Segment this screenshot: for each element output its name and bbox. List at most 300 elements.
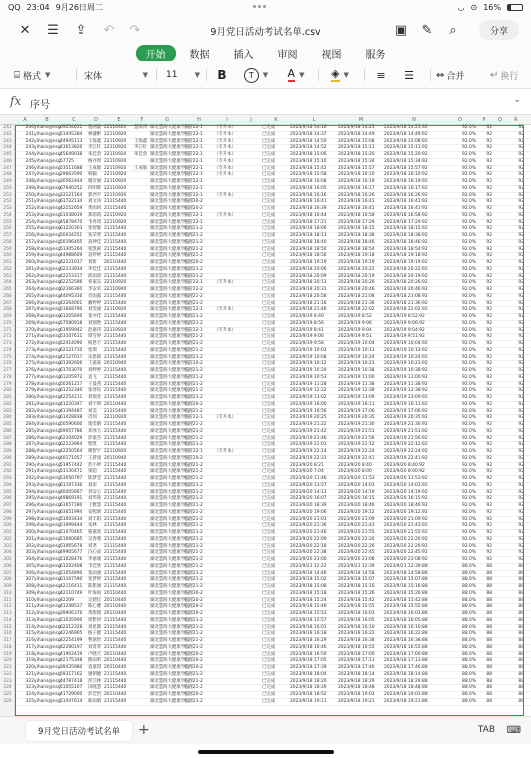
cell-p[interactable]: 92	[486, 503, 492, 508]
cell-e[interactable]: 21115440	[104, 320, 127, 326]
cell-p[interactable]: 92	[486, 422, 492, 427]
cell-a[interactable]: 255	[25, 226, 34, 232]
cell-e[interactable]: 22110940	[104, 287, 127, 292]
table-row[interactable]	[0, 402, 531, 409]
cell-d[interactable]: 黄雨珂	[88, 206, 102, 211]
cell-r[interactable]: 92	[518, 131, 524, 137]
cell-h[interactable]: 心理20-2	[184, 651, 203, 657]
cell-k[interactable]: 已完成	[262, 347, 276, 353]
cell-g[interactable]: 湖北慧海大健康学院	[150, 212, 190, 218]
cell-h[interactable]: 心理21-2	[184, 489, 203, 495]
cell-l[interactable]: 2023/9/18 20:58	[290, 293, 327, 299]
cell-a[interactable]: 250	[25, 192, 34, 198]
cell-p[interactable]: 88	[486, 631, 492, 637]
cell-l[interactable]: 2023/9/19 22:01	[290, 442, 327, 448]
cell-m[interactable]: 2023/9/20 14:19	[338, 489, 375, 495]
cell-b[interactable]: yihans@nsg	[34, 476, 61, 481]
cell-d[interactable]: 彭小婷	[88, 462, 102, 468]
cell-o[interactable]: 92.0%	[462, 206, 476, 211]
cell-o[interactable]: 92.0%	[462, 199, 476, 205]
cell-p[interactable]: 92	[486, 192, 492, 198]
cell-o[interactable]: 92.0%	[462, 273, 476, 279]
cell-e[interactable]: 20110440	[104, 401, 127, 407]
cell-l[interactable]: 2023/9/20 11:46	[290, 476, 327, 481]
cell-c[interactable]: 51028476	[60, 557, 83, 562]
cell-b[interactable]: yihans@nsg	[34, 172, 61, 178]
cell-m[interactable]: 2023/9/18 20:19	[338, 273, 375, 279]
cell-c[interactable]: 49905677	[60, 550, 83, 556]
cell-i[interactable]: （专升本）	[214, 131, 236, 137]
cell-p[interactable]: 88	[486, 658, 492, 664]
cell-e[interactable]: 21115440	[104, 570, 127, 576]
cell-e[interactable]: 21115440	[104, 482, 127, 488]
cell-m[interactable]: 2023/9/18 15:42	[338, 597, 375, 603]
cell-c[interactable]: 41248537	[60, 604, 83, 610]
cell-b[interactable]: yihans@nsg	[34, 138, 61, 144]
cell-r[interactable]: 92	[518, 314, 524, 319]
cell-r[interactable]: 92	[518, 206, 524, 211]
cell-d[interactable]: 李安禾	[88, 287, 102, 292]
table-row[interactable]	[0, 334, 531, 341]
cell-k[interactable]: 已完成	[262, 422, 276, 427]
cell-r[interactable]: 88	[518, 651, 524, 657]
cell-p[interactable]: 92	[486, 469, 492, 475]
cell-h[interactable]: 心理21-2	[184, 624, 203, 630]
cell-c[interactable]: 50590600	[60, 422, 83, 427]
cell-r[interactable]: 88	[518, 597, 524, 603]
cell-n[interactable]: 2023/9/19 10:24:92	[384, 354, 428, 360]
cell-n[interactable]: 2023/9/18 20:26:92	[384, 280, 428, 286]
cell-r[interactable]: 92	[518, 273, 524, 279]
cell-l[interactable]: 2023/9/19 10:29	[290, 368, 327, 373]
cell-b[interactable]: yihans@nsg	[34, 199, 61, 205]
cell-n[interactable]: 2023/9/18 19:18:92	[384, 253, 428, 259]
cell-g[interactable]: 湖北慧海大健康学院	[150, 590, 190, 596]
cell-m[interactable]: 2023/9/20 23:08	[338, 557, 375, 562]
cell-d[interactable]: 刘尧	[88, 543, 97, 549]
row-number[interactable]: 248	[3, 172, 12, 178]
cell-l[interactable]: 2023/9/18 18:04	[290, 671, 327, 677]
cell-p[interactable]: 92	[486, 462, 492, 468]
cell-g[interactable]: 湖北慧海大健康学院	[150, 374, 190, 380]
cell-e[interactable]: 21115440	[104, 199, 127, 205]
row-number[interactable]: 277	[3, 368, 12, 373]
cell-r[interactable]: 92	[518, 334, 524, 340]
cell-a[interactable]: 295	[25, 496, 34, 502]
cell-r[interactable]: 92	[518, 239, 524, 245]
row-number[interactable]: 316	[3, 631, 12, 637]
cell-n[interactable]: 2023/9/18 15:08:92	[384, 138, 428, 144]
cell-p[interactable]: 92	[486, 536, 492, 542]
cell-o[interactable]: 92.0%	[462, 327, 476, 333]
font-name-select[interactable]	[84, 66, 148, 84]
cell-e[interactable]: 22110920	[104, 280, 127, 286]
cell-o[interactable]: 92.0%	[462, 246, 476, 252]
cell-e[interactable]: 21115440	[104, 442, 127, 448]
cell-c[interactable]: 42127017	[60, 354, 83, 360]
cell-p[interactable]: 88	[486, 563, 492, 569]
cell-n[interactable]: 2023/9/18 16:03:88	[384, 611, 428, 616]
cell-b[interactable]: yihans@nsg	[34, 300, 61, 306]
cell-l[interactable]: 2023/9/19 13:02	[290, 395, 327, 400]
cell-n[interactable]: 2023/9/20 14:19:92	[384, 489, 428, 495]
cell-o[interactable]: 92.0%	[462, 354, 476, 360]
cell-c[interactable]: 61205972	[60, 374, 83, 380]
cell-d[interactable]: 吴春燕	[88, 536, 102, 542]
cell-d[interactable]: 彭佳怡	[88, 692, 102, 697]
cell-n[interactable]: 2023/9/18 15:26:88	[384, 590, 428, 596]
cell-a[interactable]: 288	[25, 449, 34, 454]
cell-c[interactable]: 29663590	[60, 172, 83, 178]
cell-r[interactable]: 88	[518, 570, 524, 576]
cell-i[interactable]: （专升本）	[214, 152, 236, 157]
cell-n[interactable]: 2023/9/18 17:00:88	[384, 651, 428, 657]
cell-d[interactable]: 张梦婷	[88, 577, 102, 583]
cell-h[interactable]: 心理21-2	[184, 584, 203, 589]
cell-o[interactable]: 92.0%	[462, 449, 476, 454]
cell-b[interactable]: yihans@nsg	[34, 692, 61, 697]
row-number[interactable]: 267	[3, 300, 12, 306]
cell-k[interactable]: 已完成	[262, 482, 276, 488]
table-row[interactable]	[0, 523, 531, 530]
cell-g[interactable]: 湖北慧海大健康学院	[150, 496, 190, 502]
row-number[interactable]: 244	[3, 145, 12, 151]
cell-k[interactable]: 已完成	[262, 233, 276, 238]
cell-m[interactable]: 2023/9/19 22:41	[338, 455, 375, 461]
cell-e[interactable]: 21115440	[104, 631, 127, 637]
cell-h[interactable]: 心理21-2	[184, 530, 203, 535]
cell-b[interactable]: yihans@nsg	[34, 239, 61, 245]
table-row[interactable]	[0, 618, 531, 625]
cell-o[interactable]: 88.0%	[462, 685, 476, 691]
cell-a[interactable]: 260	[25, 260, 34, 265]
multitask-dots[interactable]	[253, 5, 266, 8]
search-icon[interactable]: ⌕	[449, 22, 457, 38]
undo-icon[interactable]: ↶	[103, 22, 115, 38]
cell-l[interactable]: 2023/9/20 22:09	[290, 536, 327, 542]
cell-b[interactable]: yihans@nsg	[34, 428, 61, 434]
cell-c[interactable]: 39906376	[60, 611, 83, 616]
cell-i[interactable]: （专升本）	[214, 192, 236, 198]
table-row[interactable]	[0, 233, 531, 240]
cell-g[interactable]: 湖北慧海大健康学院	[150, 543, 190, 549]
cell-g[interactable]: 湖北慧海大健康学院	[150, 503, 190, 508]
column-header-j[interactable]: J	[250, 117, 252, 123]
cell-r[interactable]: 92	[518, 152, 524, 157]
column-header-r[interactable]: R	[514, 117, 518, 123]
cell-g[interactable]: 湖北慧海大健康学院	[150, 658, 190, 664]
cell-r[interactable]: 88	[518, 604, 524, 610]
cell-m[interactable]: 2023/9/18 20:26	[338, 280, 375, 286]
cell-e[interactable]: 21115440	[104, 638, 127, 643]
column-header-d[interactable]: D	[94, 117, 98, 123]
cell-m[interactable]: 2023/9/20 8:40	[338, 462, 372, 468]
cell-l[interactable]: 2023/9/18 16:01	[290, 624, 327, 630]
cell-a[interactable]: 274	[25, 354, 34, 360]
cell-e[interactable]: 21115440	[104, 435, 127, 441]
cell-n[interactable]: 2023/9/18 18:29:88	[384, 678, 428, 684]
cell-p[interactable]: 88	[486, 644, 492, 650]
cell-m[interactable]: 2023/9/18 15:55	[338, 604, 375, 610]
cell-c[interactable]: 62223964	[60, 442, 83, 448]
cell-b[interactable]: yihans@nsg	[34, 179, 61, 184]
cell-m[interactable]: 2023/9/20 14:03	[338, 482, 375, 488]
cell-g[interactable]: 湖北慧海大健康学院	[150, 523, 190, 529]
row-number[interactable]: 314	[3, 617, 12, 623]
cell-r[interactable]: 92	[518, 172, 524, 178]
cell-a[interactable]: 254	[25, 219, 34, 225]
cell-c[interactable]: 40171057	[60, 455, 83, 461]
column-header-h[interactable]: H	[197, 117, 201, 123]
cell-h[interactable]: 心理21-2	[184, 550, 203, 556]
cell-d[interactable]: 冯心雨	[88, 550, 102, 556]
table-row[interactable]	[0, 692, 531, 699]
cell-h[interactable]: 公管22-1	[184, 212, 203, 218]
cell-d[interactable]: 李佳佳	[88, 266, 102, 272]
cell-l[interactable]: 2023/9/18 18:13	[290, 233, 327, 238]
cell-c[interactable]: 44945113	[60, 138, 83, 144]
cell-a[interactable]: 292	[25, 476, 34, 481]
cell-l[interactable]: 2023/9/20 23:00	[290, 557, 327, 562]
formula-input[interactable]: 序号	[30, 100, 50, 111]
row-number[interactable]: 266	[3, 293, 12, 299]
row-number[interactable]: 300	[3, 523, 12, 529]
font-size-select[interactable]	[166, 66, 200, 84]
tab-key-button[interactable]: TAB	[477, 725, 495, 735]
cell-e[interactable]: 20110440	[104, 665, 127, 670]
cell-b[interactable]: yihans@nsg	[34, 563, 61, 569]
cell-d[interactable]: 刘美	[88, 408, 97, 414]
cell-h[interactable]: 心理21-2	[184, 226, 203, 232]
cell-k[interactable]: 已完成	[262, 584, 276, 589]
cell-h[interactable]: 心理21-2	[184, 557, 203, 562]
cell-p[interactable]: 92	[486, 354, 492, 360]
cell-o[interactable]: 88.0%	[462, 604, 476, 610]
cell-l[interactable]: 2023/9/18 21:46	[290, 307, 327, 313]
chevron-down-icon[interactable]: ⌄	[513, 95, 521, 105]
cell-c[interactable]: 61202408	[60, 563, 83, 569]
cell-f[interactable]: 王成敏	[134, 165, 148, 171]
cell-l[interactable]: 2023/9/19 20:25	[290, 415, 327, 421]
cell-n[interactable]: 2023/9/20 8:00:92	[384, 469, 425, 475]
row-number[interactable]: 294	[3, 482, 12, 488]
cell-a[interactable]: 281	[25, 401, 34, 407]
cell-h[interactable]: 心理21-2	[184, 496, 203, 502]
cell-l[interactable]: 2023/9/19 8:40	[290, 314, 324, 319]
cell-l[interactable]: 2023/9/18 15:53	[290, 611, 327, 616]
cell-n[interactable]: 2023/9/18 17:46:88	[384, 665, 428, 670]
cell-g[interactable]: 湖北慧海大健康学院	[150, 536, 190, 542]
cell-m[interactable]: 2023/9/18 15:34	[338, 158, 375, 164]
cell-e[interactable]: 22110920	[104, 152, 127, 157]
cell-n[interactable]: 2023/9/18 16:05:88	[384, 617, 428, 623]
column-headers[interactable]	[0, 115, 531, 125]
cell-m[interactable]: 2023/9/19 20:35	[338, 415, 375, 421]
cell-o[interactable]: 88.0%	[462, 570, 476, 576]
cell-n[interactable]: 2023/9/18 15:20:92	[384, 152, 428, 157]
cell-g[interactable]: 湖北慧海大健康学院	[150, 449, 190, 454]
cell-m[interactable]: 2023/9/18 17:00	[338, 651, 375, 657]
cell-h[interactable]: 心理21-2	[184, 341, 203, 346]
cell-k[interactable]: 已完成	[262, 152, 276, 157]
cell-c[interactable]: 62204029	[60, 435, 83, 441]
cell-k[interactable]: 已完成	[262, 442, 276, 448]
cell-d[interactable]: 韩颖	[88, 172, 97, 178]
cell-k[interactable]: 已完成	[262, 604, 276, 610]
cell-e[interactable]: 21115440	[104, 557, 127, 562]
cell-n[interactable]: 2023/9/18 16:41:92	[384, 199, 428, 205]
cell-d[interactable]: 张凯硕	[88, 246, 102, 252]
cell-b[interactable]: yihans@nsg	[34, 206, 61, 211]
cell-o[interactable]: 88.0%	[462, 611, 476, 616]
cell-h[interactable]: 心理21-2	[184, 698, 203, 704]
cell-o[interactable]: 92.0%	[462, 300, 476, 306]
cell-d[interactable]: 刘思源	[88, 624, 102, 630]
cell-a[interactable]: 256	[25, 233, 34, 238]
cell-l[interactable]: 2023/9/18 20:09	[290, 273, 327, 279]
cell-h[interactable]: 心理21-2	[184, 293, 203, 299]
cell-c[interactable]: 41394487	[60, 408, 83, 414]
cell-a[interactable]: 242	[25, 138, 34, 144]
cell-m[interactable]: 2023/9/19 10:13	[338, 347, 375, 353]
export-icon[interactable]: ⇪	[75, 22, 87, 38]
cell-r[interactable]: 92	[518, 125, 524, 130]
cell-r[interactable]: 92	[518, 530, 524, 535]
cell-p[interactable]: 92	[486, 523, 492, 529]
cell-a[interactable]: 268	[25, 314, 34, 319]
cell-c[interactable]: 40405667	[60, 489, 83, 495]
cell-c[interactable]: 50261217	[60, 381, 83, 387]
cell-h[interactable]: 心理21-2	[184, 462, 203, 468]
cell-p[interactable]: 92	[486, 138, 492, 144]
cell-l[interactable]: 2023/9/18 14:50	[290, 138, 327, 144]
cell-o[interactable]: 88.0%	[462, 638, 476, 643]
cell-h[interactable]: 心理20-2	[184, 658, 203, 664]
cell-b[interactable]: yihans@nsg	[34, 509, 61, 515]
cell-e[interactable]: 21115440	[104, 239, 127, 245]
cell-r[interactable]: 92	[518, 226, 524, 232]
cell-p[interactable]: 92	[486, 179, 492, 184]
cell-e[interactable]: 21115440	[104, 354, 127, 360]
cell-h[interactable]: 心理21-2	[184, 685, 203, 691]
cell-c[interactable]: 51065678	[60, 543, 83, 549]
cell-o[interactable]: 92.0%	[462, 253, 476, 259]
cell-l[interactable]: 2023/9/19 10:12	[290, 361, 327, 367]
cell-k[interactable]: 已完成	[262, 617, 276, 623]
cell-h[interactable]: 心理21-2	[184, 239, 203, 245]
cell-l[interactable]: 2023/9/20 8:21	[290, 462, 324, 468]
cell-b[interactable]: yihans@nsg	[34, 287, 61, 292]
cell-l[interactable]: 2023/9/19 16:56	[290, 408, 327, 414]
cell-a[interactable]: 275	[25, 361, 34, 367]
cell-h[interactable]: 心理21-2	[184, 428, 203, 434]
row-number[interactable]: 306	[3, 563, 12, 569]
cell-d[interactable]: 刘丰阳	[88, 516, 102, 522]
cell-e[interactable]: 21115440	[104, 530, 127, 535]
cell-c[interactable]: 42221017	[60, 260, 83, 265]
cell-c[interactable]: 33121164	[60, 192, 83, 198]
cell-i[interactable]: （专升本）	[214, 145, 236, 151]
cell-k[interactable]: 已完成	[262, 361, 276, 367]
cell-m[interactable]: 2023/9/18 18:14	[338, 671, 375, 677]
cell-m[interactable]: 2023/9/18 18:46	[338, 239, 375, 245]
cell-g[interactable]: 湖北慧海大健康学院	[150, 327, 190, 333]
cell-n[interactable]: 2023/9/21 12:39:88	[384, 563, 428, 569]
cell-d[interactable]: 韦佳欣	[88, 563, 102, 569]
spreadsheet-grid[interactable]	[0, 115, 531, 716]
row-number[interactable]: 282	[3, 401, 12, 407]
cell-m[interactable]: 2023/9/19 17:06	[338, 408, 375, 414]
cell-p[interactable]: 92	[486, 212, 492, 218]
cell-c[interactable]: 41902419	[60, 651, 83, 657]
row-number[interactable]: 308	[3, 577, 12, 583]
cell-b[interactable]: yihans@nsg	[34, 584, 61, 589]
cell-c[interactable]: 69254611	[60, 125, 83, 130]
row-number[interactable]: 289	[3, 449, 12, 454]
table-row[interactable]	[0, 132, 531, 139]
cell-h[interactable]: 公管22-1	[184, 192, 203, 198]
cell-g[interactable]: 湖北慧海大健康学院	[150, 408, 190, 414]
cell-a[interactable]: 320	[25, 665, 34, 670]
cell-g[interactable]: 湖北慧海大健康学院	[150, 145, 190, 151]
cell-e[interactable]: 21115440	[104, 334, 127, 340]
cell-k[interactable]: 已完成	[262, 455, 276, 461]
cell-d[interactable]: 袁飞	[88, 374, 97, 380]
cell-r[interactable]: 88	[518, 671, 524, 677]
align-button[interactable]	[372, 66, 390, 84]
cell-c[interactable]: 42254211	[60, 395, 83, 400]
cell-c[interactable]: 51047614	[60, 698, 83, 704]
cell-h[interactable]: 公管22-1	[184, 327, 203, 333]
cell-h[interactable]: 心理21-2	[184, 509, 203, 515]
cell-b[interactable]: yihans@nsg	[34, 422, 61, 427]
cell-o[interactable]: 92.0%	[462, 557, 476, 562]
row-number[interactable]: 283	[3, 408, 12, 414]
cell-h[interactable]: 公管22-1	[184, 415, 203, 421]
cell-d[interactable]: 郭西平	[88, 192, 102, 198]
row-number[interactable]: 291	[3, 462, 12, 468]
cell-o[interactable]: 92.0%	[462, 287, 476, 292]
cell-c[interactable]: 43613820	[60, 145, 83, 151]
cell-p[interactable]: 92	[486, 280, 492, 286]
cell-e[interactable]: 22110920	[104, 125, 127, 130]
cell-r[interactable]: 92	[518, 503, 524, 508]
cell-l[interactable]: 2023/9/18 15:10	[290, 158, 327, 164]
cell-a[interactable]: 301	[25, 536, 34, 542]
row-number[interactable]: 245	[3, 152, 12, 157]
cell-a[interactable]: 253	[25, 212, 34, 218]
cell-d[interactable]: 袁嘉琪	[88, 665, 102, 670]
cell-m[interactable]: 2023/9/18 18:38	[338, 233, 375, 238]
cell-b[interactable]: yihans@nsg	[34, 570, 61, 576]
cell-o[interactable]: 92.0%	[462, 401, 476, 407]
tab-review[interactable]: 审阅	[277, 49, 298, 61]
keyboard-icon[interactable]: ⌨	[506, 725, 521, 736]
cell-c[interactable]: 51054890	[60, 570, 83, 576]
cell-k[interactable]: 已完成	[262, 185, 276, 191]
cell-g[interactable]: 湖北慧海大健康学院	[150, 158, 190, 164]
table-row[interactable]	[0, 145, 531, 152]
cell-r[interactable]: 92	[518, 185, 524, 191]
cell-p[interactable]: 88	[486, 692, 492, 697]
cell-a[interactable]: 286	[25, 435, 34, 441]
row-number[interactable]: 320	[3, 658, 12, 664]
cell-k[interactable]: 已完成	[262, 280, 276, 286]
cell-r[interactable]: 92	[518, 401, 524, 407]
table-row[interactable]	[0, 645, 531, 652]
cell-r[interactable]: 92	[518, 233, 524, 238]
table-row[interactable]	[0, 577, 531, 584]
